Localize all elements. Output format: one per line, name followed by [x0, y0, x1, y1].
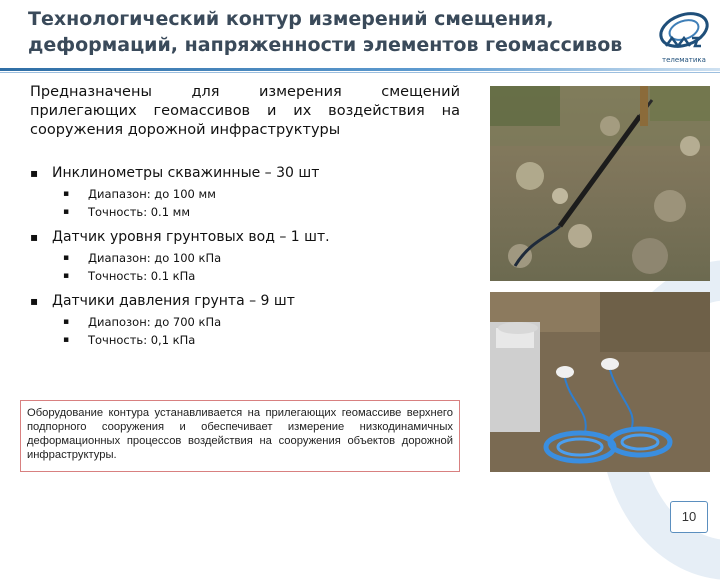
photo-pressure-sensors: [490, 292, 710, 472]
square-bullet-icon: ▪: [63, 253, 70, 263]
list-item: [30, 164, 470, 220]
note-box: [20, 400, 460, 472]
telematika-logo: [652, 8, 716, 70]
logo-text: телематика: [662, 56, 706, 64]
square-bullet-icon: ▪: [63, 207, 70, 217]
square-bullet-icon: ▪: [63, 317, 70, 327]
item-label: Датчик уровня грунтовых вод – 1 шт.: [52, 229, 330, 245]
list-item: [30, 292, 470, 348]
slide-title: [28, 6, 628, 58]
sub-item: [30, 268, 470, 284]
item-soil-pressure-sensors: [30, 292, 470, 310]
item-inclinometers: [30, 164, 470, 182]
photo-rocky-slope: [490, 86, 710, 281]
logo-icon: [652, 8, 716, 58]
item-label: Инклинометры скважинные – 30 шт: [52, 165, 320, 181]
intro-text: Предназначены для измерения смещений прилегающих геомассивов и их воздействия на сооружения дорожной инфраструктуры: [30, 84, 460, 138]
square-bullet-icon: ▪: [30, 166, 39, 180]
sub-item: [30, 314, 470, 330]
header-divider-thin: [0, 72, 720, 73]
sub-item-label: Точность: 0,1 кПа: [88, 333, 196, 347]
item-groundwater-sensor: [30, 228, 470, 246]
photo-trench: [490, 292, 710, 472]
sub-item: [30, 186, 470, 202]
sub-item-label: Диапазон: до 100 мм: [88, 187, 216, 201]
item-label: Датчики давления грунта – 9 шт: [52, 293, 295, 309]
sub-item-label: Диапазон: до 100 кПа: [88, 251, 222, 265]
note-text: Оборудование контура устанавливается на прилегающих геомассиве верхнего подпорного сооружения и обеспечивает измерение низкодинамичных деформационных процессов воздействия на сооружения объектов дорожной инфраструктуры.: [27, 407, 453, 461]
equipment-list: [30, 164, 470, 356]
square-bullet-icon: ▪: [63, 271, 70, 281]
sub-item-label: Точность: 0.1 мм: [88, 205, 191, 219]
sub-item: [30, 332, 470, 348]
sub-item: [30, 250, 470, 266]
list-item: [30, 228, 470, 284]
sub-item: [30, 204, 470, 220]
sub-item-label: Точность: 0.1 кПа: [88, 269, 196, 283]
square-bullet-icon: ▪: [30, 294, 39, 308]
photo-inclinometer-installation: [490, 86, 710, 281]
title-line-1: Технологический контур измерений смещения,: [28, 8, 554, 30]
square-bullet-icon: ▪: [63, 335, 70, 345]
page-number: [670, 501, 708, 533]
title-line-2: деформаций, напряженности элементов геомассивов: [28, 34, 623, 56]
square-bullet-icon: ▪: [30, 230, 39, 244]
header-divider: [0, 68, 720, 71]
square-bullet-icon: ▪: [63, 189, 70, 199]
page-number-label: 10: [681, 509, 697, 524]
sub-item-label: Диапозон: до 700 кПа: [88, 315, 222, 329]
